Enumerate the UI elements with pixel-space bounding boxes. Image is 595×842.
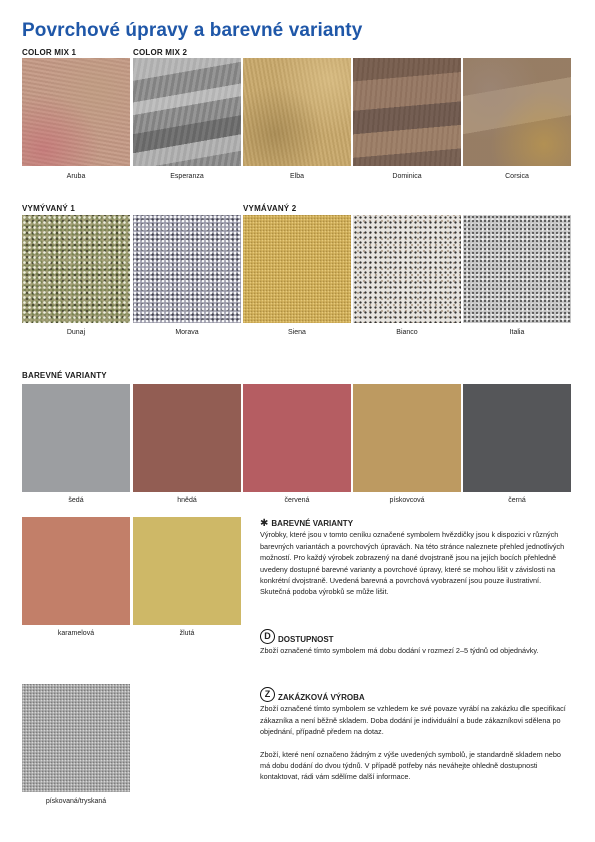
swatch-aruba (22, 58, 130, 166)
color-swatch-karamelova (22, 517, 130, 625)
color-swatch-cerna (463, 384, 571, 492)
color-swatch-hneda (133, 384, 241, 492)
info-availability-text: Zboží označené tímto symbolem má dobu dodání v rozmezí 2–5 týdnů od objednávky. (260, 646, 539, 656)
section-label-vymyvany-1: VYMÝVANÝ 1 (22, 204, 75, 213)
info-custom (260, 686, 570, 783)
swatch-dunaj (22, 215, 130, 323)
color-swatch-piskovcova (353, 384, 461, 492)
swatch-caption: pískovaná/tryskaná (45, 798, 107, 805)
swatch-caption: Corsica (505, 173, 529, 180)
swatch-morava (133, 215, 241, 323)
color-caption: karamelová (57, 630, 95, 637)
asterisk-icon: ✱ (260, 518, 269, 529)
section-label-color-mix-1: COLOR MIX 1 (22, 48, 77, 57)
page-title: Povrchové úpravy a barevné varianty (22, 20, 363, 41)
swatch-caption: Esperanza (170, 173, 204, 180)
color-caption: žlutá (179, 630, 195, 637)
swatch-esperanza (133, 58, 241, 166)
color-swatch-cervena (243, 384, 351, 492)
info-variants-title: BAREVNÉ VARIANTY (271, 519, 354, 528)
info-standard-text: Zboží, které není označeno žádným z výše uvedených symbolů, je standardně skladem nebo má dobu dodání do dvou týdnů. V případě potřeby nás neváhejte ohledně dostupnosti kontaktovat, rádi vám sdělíme další informace. (260, 749, 561, 782)
color-swatch-zluta (133, 517, 241, 625)
color-swatch-seda (22, 384, 130, 492)
info-availability-title: DOSTUPNOST (278, 635, 334, 644)
color-caption: šedá (68, 497, 84, 504)
info-custom-title: ZAKÁZKOVÁ VÝROBA (278, 693, 365, 702)
color-caption: černá (508, 497, 526, 504)
swatch-caption: Dunaj (66, 329, 86, 336)
swatch-elba (243, 58, 351, 166)
swatch-bianco (353, 215, 461, 323)
swatch-siena (243, 215, 351, 323)
color-caption: pískovcová (389, 497, 425, 504)
swatch-caption: Bianco (396, 329, 418, 336)
swatch-caption: Morava (175, 329, 199, 336)
swatch-caption: Dominica (392, 173, 422, 180)
custom-badge-icon: Z (260, 687, 275, 702)
info-custom-text: Zboží označené tímto symbolem se vzhledem ke své povaze vyrábí na zakázku dle specifikací zákazníka a není běžně skladem. Doba dodání je individuální a bude zákazníkovi sdělena po objednání, případně předem na dotaz. (260, 704, 566, 737)
section-label-barevne-varianty: BAREVNÉ VARIANTY (22, 371, 107, 380)
swatch-corsica (463, 58, 571, 166)
swatch-caption: Aruba (66, 173, 86, 180)
swatch-caption: Siena (288, 329, 306, 336)
info-variants-text: Výrobky, které jsou v tomto ceníku označené symbolem hvězdičky jsou k dispozici v různých barevných variantách a povrchových úpravách. Na této stránce naleznete přehled jednotlivých možností. Pro každý výrobek zobrazený na dané dvojstraně jsou na jejích bocích přehledně uvedeny dostupné barevné varianty a povrchové úpravy, které se mohou lišit v závislosti na konkrétní dvojstraně. Uvedená barevná a povrchová vyobrazení jsou pouze ilustrativní. Skutečná podoba výrobků se může lišit. (260, 530, 565, 597)
swatch-dominica (353, 58, 461, 166)
swatch-caption: Italia (509, 329, 525, 336)
swatch-piskovana-tryskana (22, 684, 130, 792)
color-caption: hnědá (177, 497, 197, 504)
section-label-color-mix-2: COLOR MIX 2 (133, 48, 188, 57)
info-variants (260, 518, 570, 598)
swatch-caption: Elba (289, 173, 304, 180)
swatch-italia (463, 215, 571, 323)
info-availability (260, 628, 570, 657)
availability-badge-icon: D (260, 629, 275, 644)
color-caption: červená (284, 497, 310, 504)
section-label-vymavany-2: VYMÁVANÝ 2 (243, 204, 297, 213)
